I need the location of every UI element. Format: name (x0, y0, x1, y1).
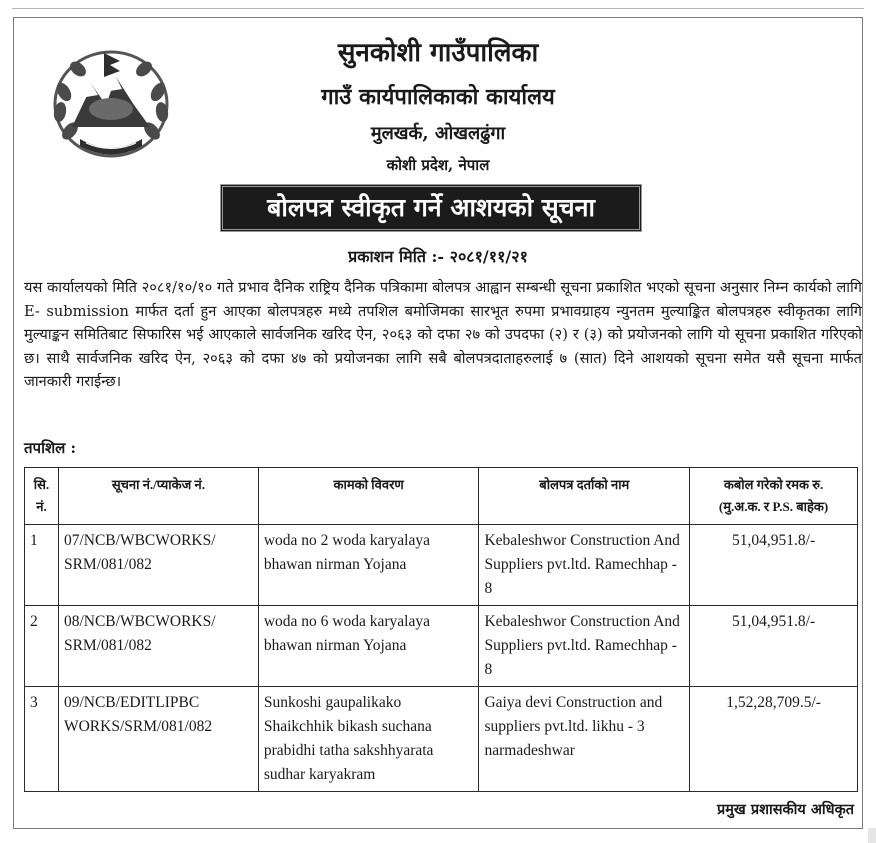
row-work: Sunkoshi gaupalikako Shaikchhik bikash suchana prabidhi tatha sakshhyarata sudhar karyakram (258, 687, 479, 792)
row-notice-no: 07/NCB/WBCWORKS/ SRM/081/082 (58, 525, 258, 606)
row-notice-no: 09/NCB/EDITLIPBC WORKS/SRM/081/082 (58, 687, 258, 792)
row-bidder: Kebaleshwor Construction And Suppliers pvt.ltd. Ramechhap - 8 (479, 525, 690, 606)
row-sn: 2 (25, 606, 59, 687)
top-divider (12, 8, 864, 9)
publish-date: प्रकाशन मिति :- २०८१/११/२१ (348, 247, 528, 266)
header-bidder: बोलपत्र दर्ताको नाम (479, 468, 690, 525)
row-sn: 1 (25, 525, 59, 606)
header-amount-line1: कबोल गरेको रमक रु. (723, 477, 824, 492)
table-row (25, 606, 858, 687)
office-name: गाउँ कार्यपालिकाको कार्यालय (321, 84, 555, 110)
row-amount: 51,04,951.8/- (690, 606, 858, 687)
province-name: कोशी प्रदेश, नेपाल (386, 156, 490, 174)
row-amount: 51,04,951.8/- (690, 525, 858, 606)
signatory: प्रमुख प्रशासकीय अधिकृत (717, 801, 854, 818)
row-work: woda no 6 woda karyalaya bhawan nirman Yojana (258, 606, 479, 687)
notice-paragraph: यस कार्यालयको मिति २०८१/१०/१० गते प्रभाव दैनिक राष्ट्रिय दैनिक पत्रिकामा बोलपत्र आह्वान सम्बन्धी सूचना प्रकाशित भएको सूचना अनुसार निम्न कार्यको लागि E- submission मार्फत दर्ता हुन आएका बोलपत्रहरु मध्ये तपशिल बमोजिमका सारभूत रुपमा प्रभावग्राहय न्युनतम मुल्याङ्कित बोलपत्रहरु स्वीकृतका लागि मुल्याङ्कन समितिबाट सिफारिस भई आएकाले सार्वजनिक खरिद ऐन, २०६३ को दफा २७ को उपदफा (२) र (३) को प्रयोजनको लागि यो सूचना प्रकाशित गरिएको छ। साथै सार्वजनिक खरिद ऐन, २०६३ को दफा ४७ को प्रयोजनका लागि सबै बोलपत्रदाताहरुलाई ७ (सात) दिने आशयको सूचना समेत यसै सूचना मार्फत जानकारी गराईन्छ। (24, 279, 862, 390)
row-work: woda no 2 woda karyalaya bhawan nirman Yojana (258, 525, 479, 606)
municipality-name: सुनकोशी गाउँपालिका (337, 38, 539, 68)
header-work: कामको विवरण (258, 468, 479, 525)
bid-table (24, 467, 858, 792)
header-notice-no: सूचना नं./प्याकेज नं. (58, 468, 258, 525)
header-amount-line2: (मु.अ.क. र P.S. बाहेक) (718, 499, 829, 514)
row-bidder: Kebaleshwor Construction And Suppliers pvt.ltd. Ramechhap - 8 (479, 606, 690, 687)
details-label: तपशिल : (24, 439, 77, 457)
table-row (25, 525, 858, 606)
row-amount: 1,52,28,709.5/- (690, 687, 858, 792)
scrollbar-edge[interactable] (868, 828, 876, 843)
row-notice-no: 08/NCB/WBCWORKS/ SRM/081/082 (58, 606, 258, 687)
row-sn: 3 (25, 687, 59, 792)
table-header-row (25, 468, 858, 525)
notice-title: बोलपत्र स्वीकृत गर्ने आशयको सूचना (220, 184, 642, 232)
header-amount (690, 468, 858, 525)
table-row (25, 687, 858, 792)
office-location: मुलखर्क, ओखलढुंगा (370, 123, 506, 144)
header-sn: सि. नं. (25, 468, 59, 525)
row-bidder: Gaiya devi Construction and suppliers pvt.ltd. likhu - 3 narmadeshwar (479, 687, 690, 792)
